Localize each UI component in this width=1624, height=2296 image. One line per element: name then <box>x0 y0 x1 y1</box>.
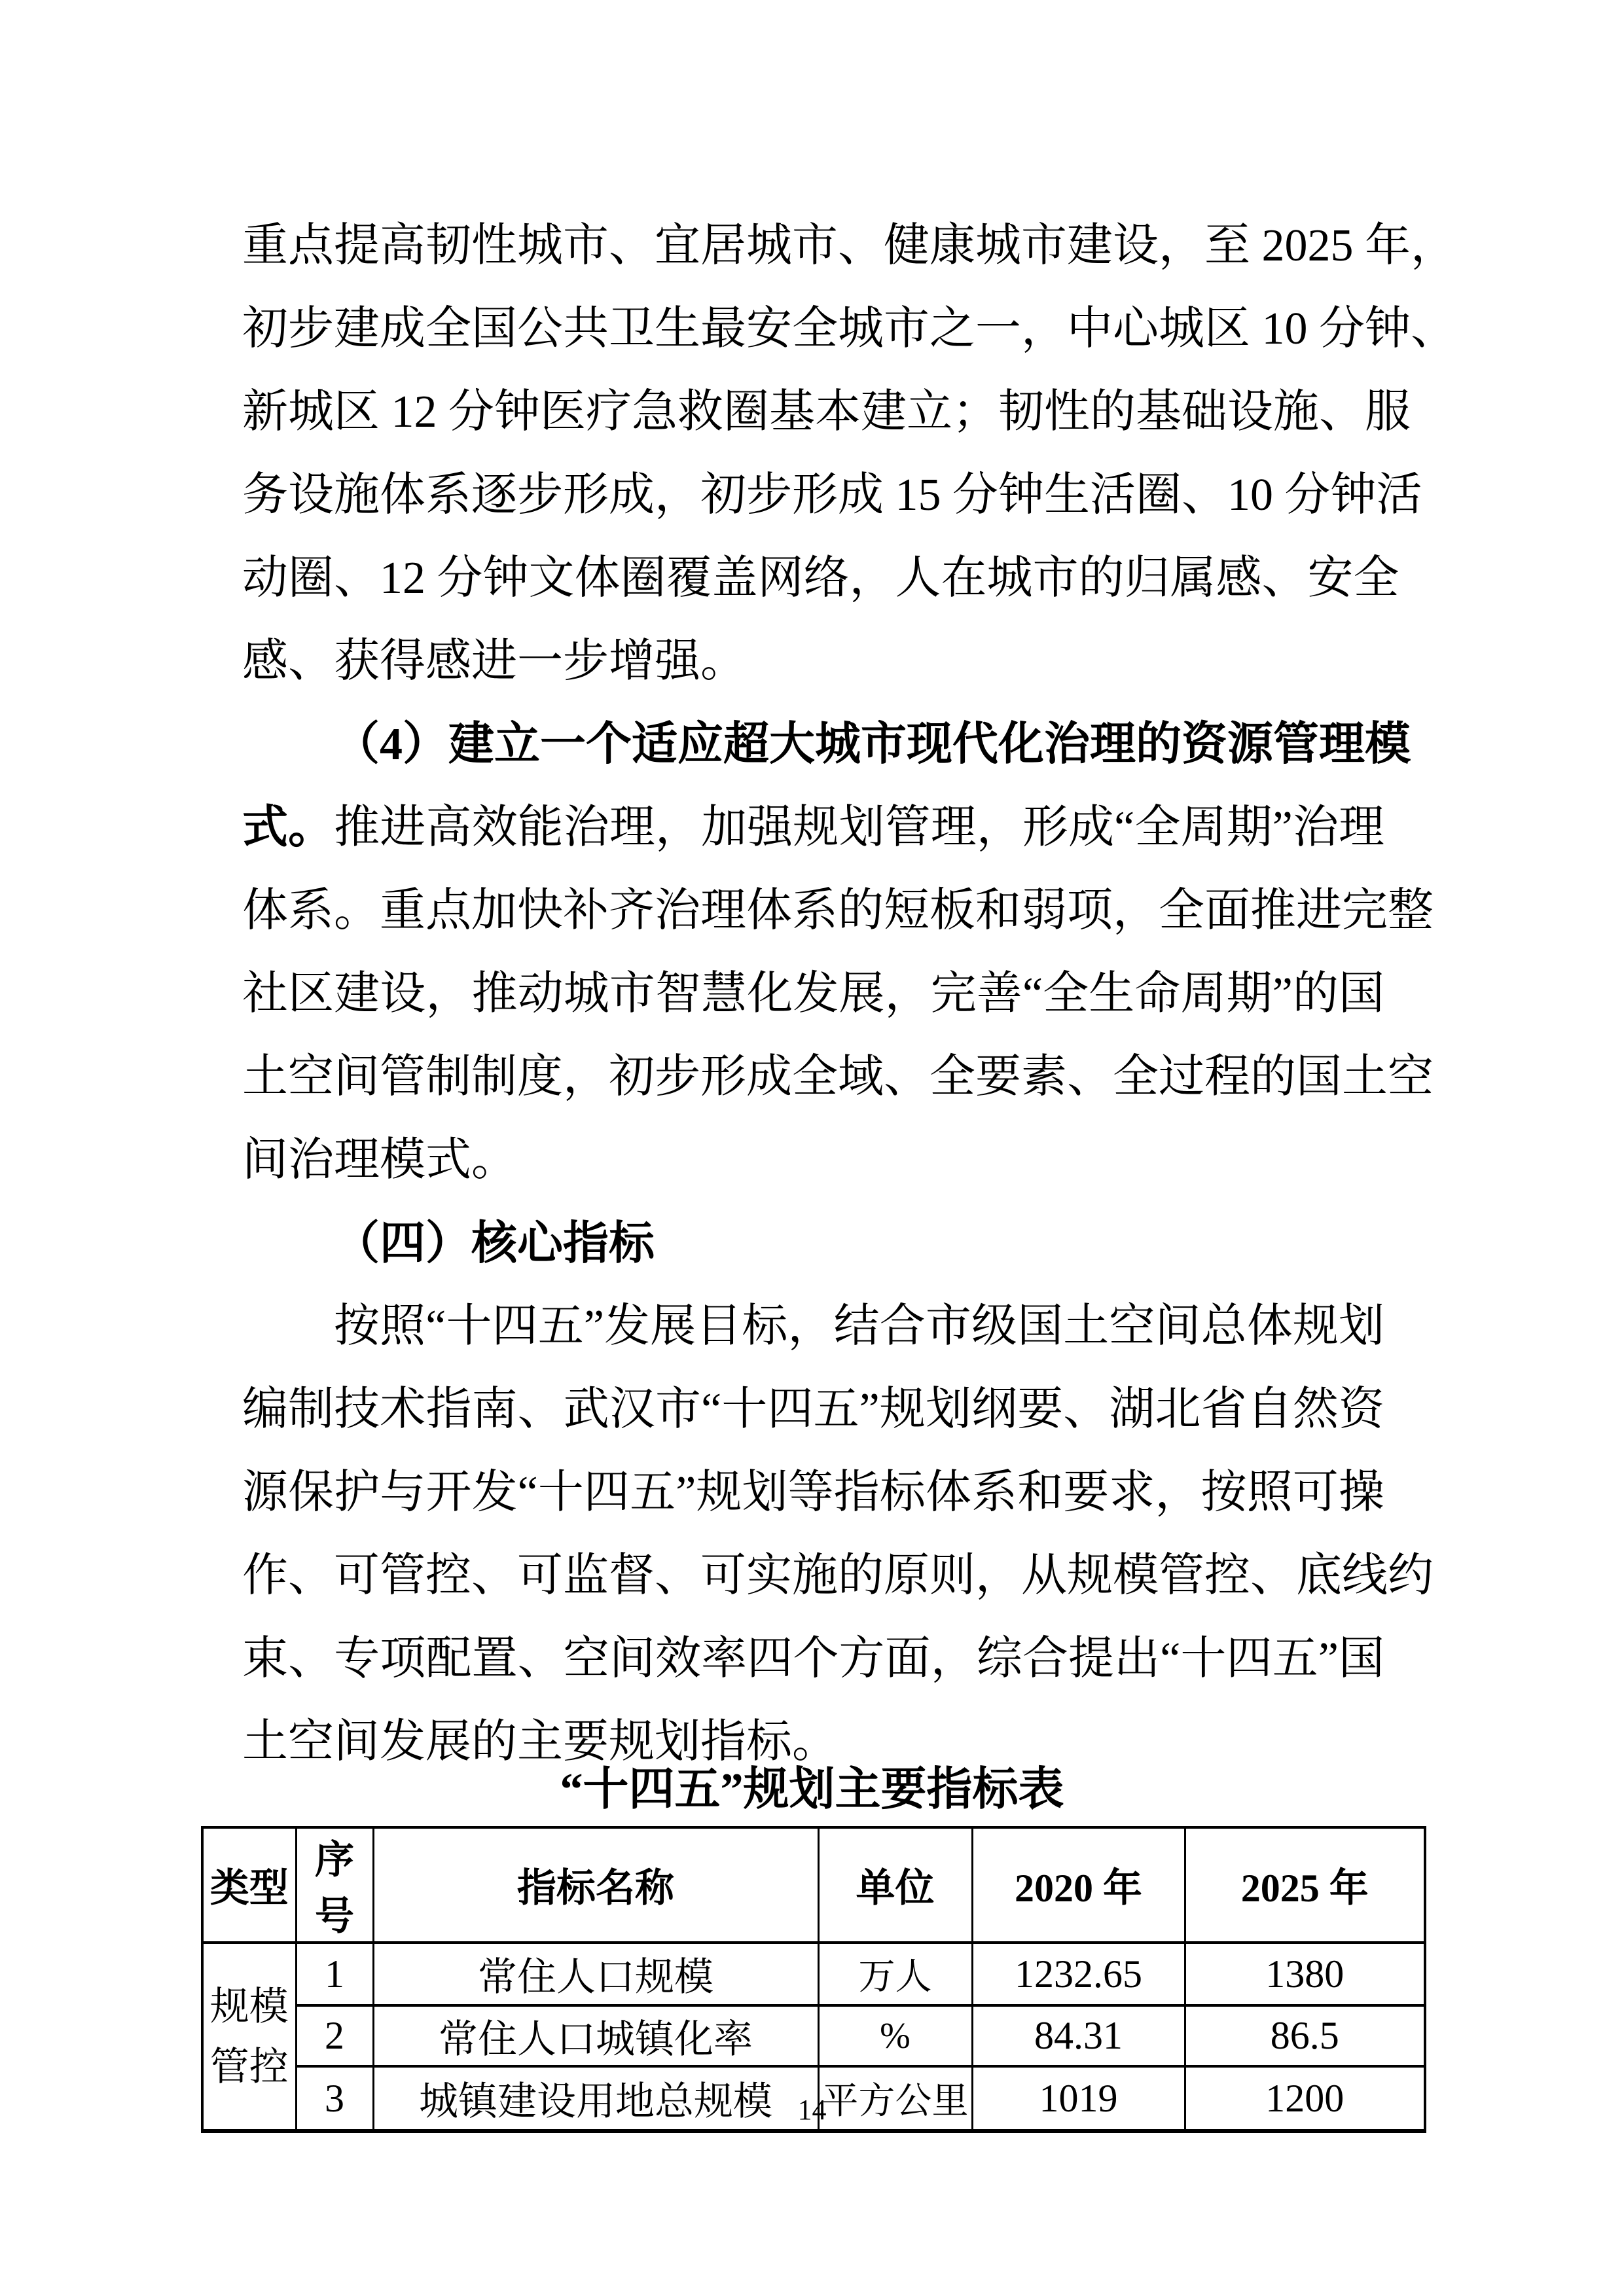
cell-2020: 1232.65 <box>972 1943 1185 2005</box>
cell-2025: 1380 <box>1185 1943 1425 2005</box>
column-header-type: 类型 <box>202 1827 296 1943</box>
group-label-line: 规模 <box>209 1984 289 2028</box>
body-line: 束、专项配置、空间效率四个方面，综合提出“十四五”国 <box>242 1634 1384 1684</box>
cell-indicator-name: 常住人口城镇化率 <box>373 2005 818 2066</box>
body-line: 动圈、12 分钟文体圈覆盖网络，人在城市的归属感、安全 <box>242 553 1399 603</box>
cell-no: 3 <box>296 2066 373 2131</box>
body-line: 初步建成全国公共卫生最安全城市之一，中心城区 10 分钟、 <box>242 304 1456 354</box>
body-line: 作、可管控、可监督、可实施的原则，从规模管控、底线约 <box>242 1551 1434 1601</box>
cell-unit: % <box>818 2005 972 2066</box>
cell-no: 1 <box>296 1943 373 2005</box>
cell-indicator-name: 常住人口规模 <box>373 1943 818 2005</box>
cell-no: 2 <box>296 2005 373 2066</box>
cell-2020: 1019 <box>972 2066 1185 2131</box>
cell-unit: 万人 <box>818 1943 972 2005</box>
bold-run: 式。 <box>242 802 334 853</box>
body-line <box>242 786 1384 869</box>
table-header-row <box>202 1827 1425 1943</box>
body-line: 重点提高韧性城市、宜居城市、健康城市建设，至 2025 年， <box>242 221 1456 271</box>
section-heading-core-indicators: （四）核心指标 <box>334 1217 655 1268</box>
cell-2020: 84.31 <box>972 2005 1185 2066</box>
text-run: 推进高效能治理，加强规划管理，形成“全周期”治理 <box>334 802 1385 853</box>
body-line: 体系。重点加快补齐治理体系的短板和弱项，全面推进完整 <box>242 886 1434 936</box>
column-header-no: 序号 <box>296 1827 373 1943</box>
body-line: 务设施体系逐步形成，初步形成 15 分钟生活圈、10 分钟活 <box>242 470 1422 520</box>
body-line: 按照“十四五”发展目标，结合市级国土空间总体规划 <box>334 1301 1384 1352</box>
body-line: 社区建设，推动城市智慧化发展，完善“全生命周期”的国 <box>242 969 1384 1019</box>
body-line: 新城区 12 分钟医疗急救圈基本建立；韧性的基础设施、服 <box>242 387 1411 437</box>
cell-2025: 1200 <box>1185 2066 1425 2131</box>
body-line: 编制技术指南、武汉市“十四五”规划纲要、湖北省自然资 <box>242 1384 1384 1435</box>
table-title: “十四五”规划主要指标表 <box>560 1765 1064 1815</box>
body-line: 源保护与开发“十四五”规划等指标体系和要求，按照可操 <box>242 1467 1384 1518</box>
body-line: 间治理模式。 <box>242 1135 517 1185</box>
body-text-block <box>242 204 1456 1784</box>
column-header-2020: 2020 年 <box>972 1827 1185 1943</box>
cell-indicator-name: 城镇建设用地总规模 <box>373 2066 818 2131</box>
body-line: 感、获得感进一步增强。 <box>242 636 746 687</box>
subsection-heading-4: （4）建立一个适应超大城市现代化治理的资源管理模 <box>334 719 1411 770</box>
cell-2025: 86.5 <box>1185 2005 1425 2066</box>
cell-unit: 平方公里 <box>818 2066 972 2131</box>
group-label-line: 管控 <box>209 2045 289 2089</box>
table-row <box>202 2005 1425 2066</box>
column-header-2025: 2025 年 <box>1185 1827 1425 1943</box>
body-line: 土空间发展的主要规划指标。 <box>242 1717 838 1767</box>
column-header-name: 指标名称 <box>373 1827 818 1943</box>
body-line: 土空间管制制度，初步形成全域、全要素、全过程的国土空 <box>242 1052 1434 1102</box>
indicator-table <box>201 1826 1426 2133</box>
page-number: 14 <box>797 2094 827 2126</box>
column-header-unit: 单位 <box>818 1827 972 1943</box>
table-row <box>202 1943 1425 2005</box>
